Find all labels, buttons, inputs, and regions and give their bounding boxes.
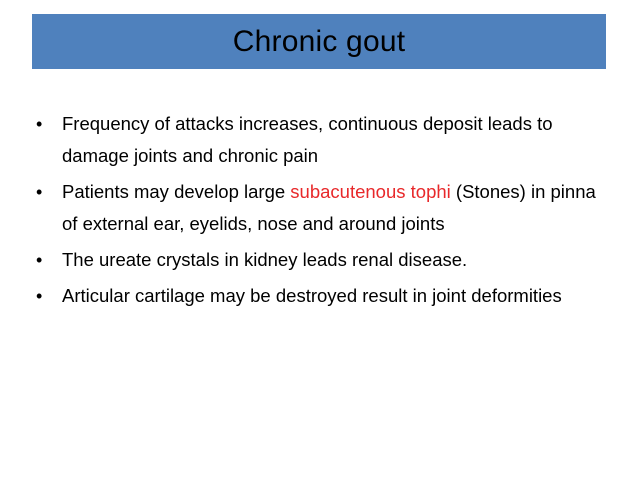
bullet-dot-icon: •: [36, 286, 43, 306]
bullet-text-before: Patients may develop large: [62, 181, 291, 202]
highlighted-term: subacutenous tophi: [290, 181, 451, 202]
bullet-item: [36, 244, 616, 276]
bullet-text: Articular cartilage may be destroyed result in joint deformities: [62, 285, 562, 306]
bullet-item: [36, 176, 616, 240]
bullet-dot-icon: •: [36, 182, 43, 202]
bullet-item: [36, 280, 616, 312]
bullet-text: The ureate crystals in kidney leads renal disease.: [62, 249, 468, 270]
bullet-dot-icon: •: [36, 250, 43, 270]
slide-title: Chronic gout: [232, 24, 406, 58]
bullet-text-after: (Stones) in pinna of external ear, eyelids, nose and around joints: [62, 181, 596, 234]
bullet-dot-icon: •: [36, 114, 43, 134]
bullet-item: [36, 108, 616, 172]
bullet-text: Frequency of attacks increases, continuous deposit leads to damage joints and chronic pain: [62, 113, 553, 166]
bullet-list: [36, 108, 616, 316]
title-bar: [32, 14, 606, 69]
